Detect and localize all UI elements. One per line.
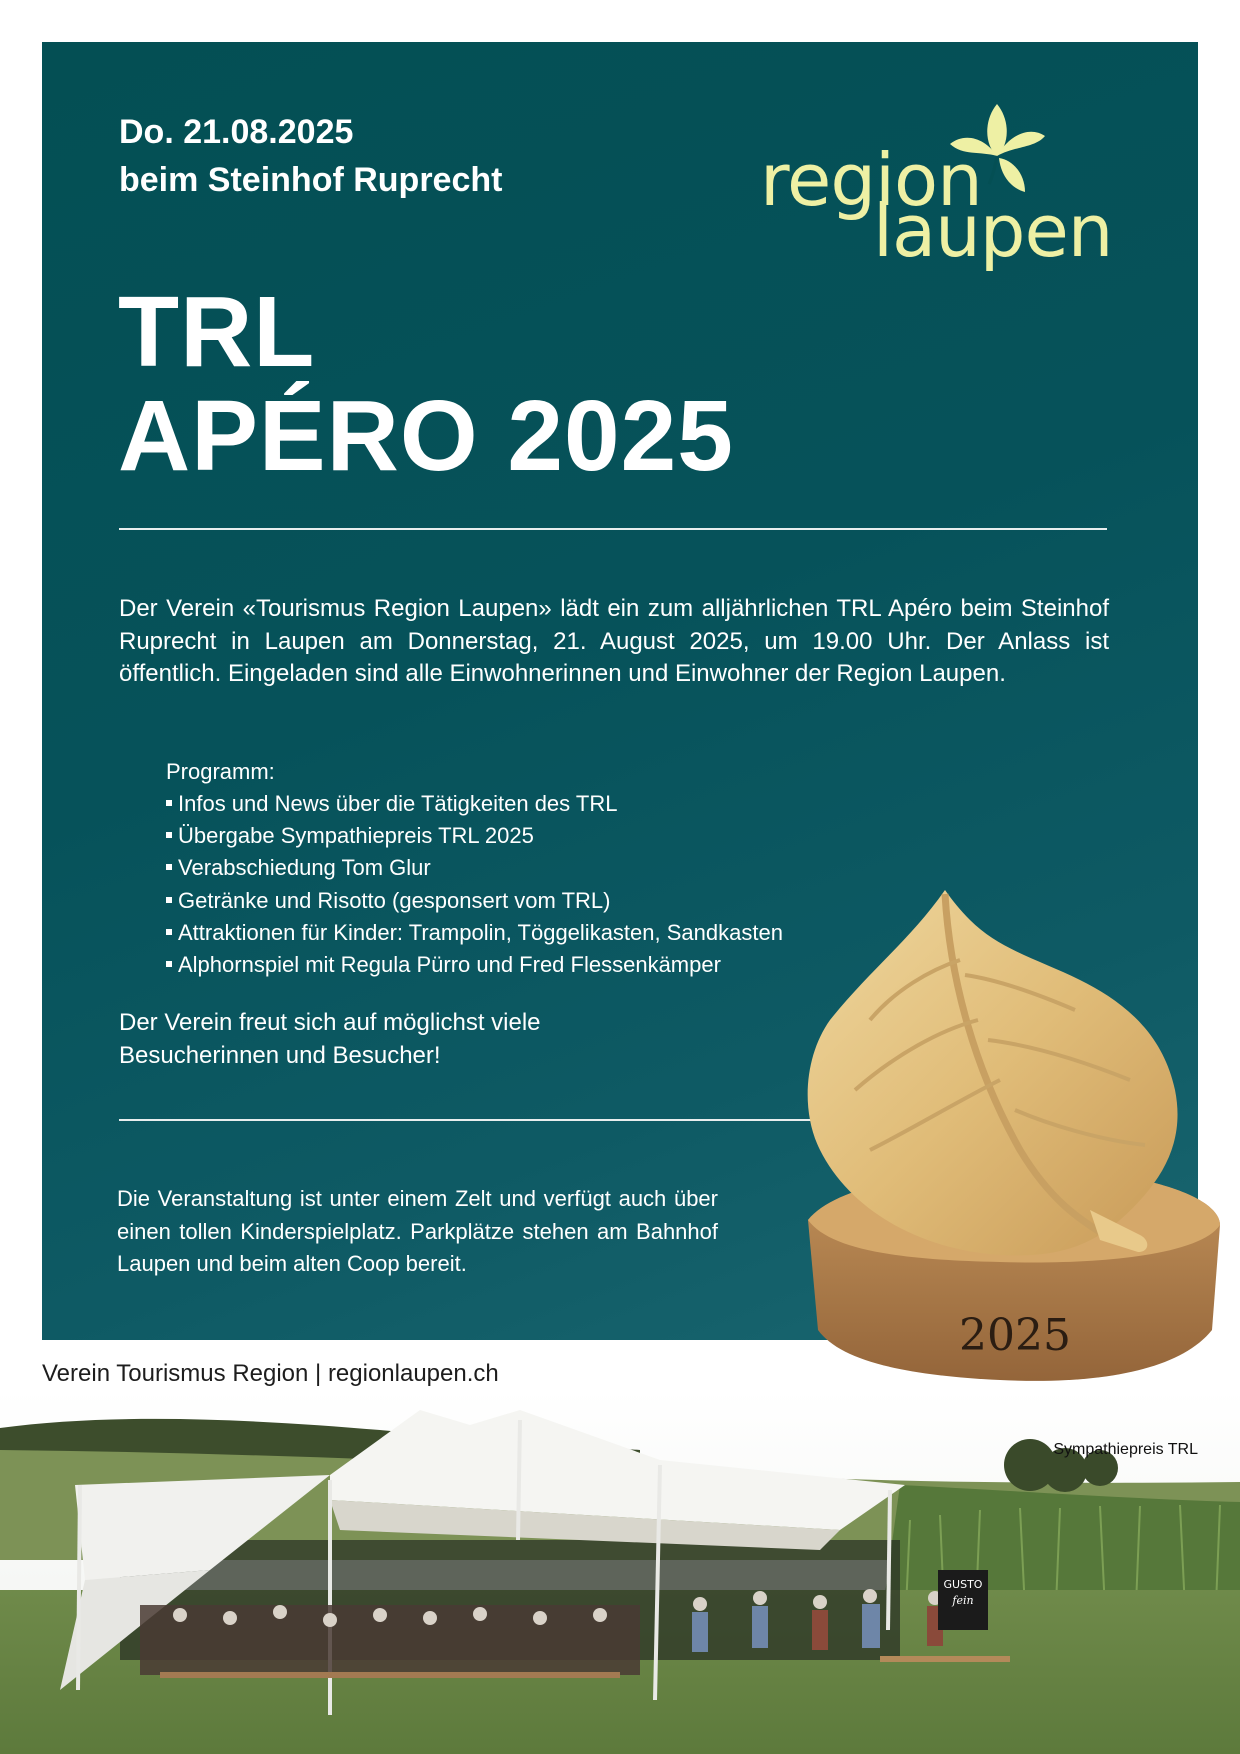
- list-item: Verabschiedung Tom Glur: [166, 852, 783, 884]
- event-date-location: [119, 108, 502, 204]
- logo-word-laupen: laupen: [873, 189, 1113, 273]
- trophy-caption: Sympathiepreis TRL: [1053, 1441, 1198, 1458]
- list-item: Alphornspiel mit Regula Pürro und Fred Flessenkämper: [166, 949, 783, 981]
- svg-text:fein: fein: [952, 1594, 974, 1607]
- bullet-icon: [166, 897, 172, 903]
- title-line-2: APÉRO 2025: [118, 380, 734, 492]
- footer-text: Verein Tourismus Region | regionlaupen.ch: [42, 1360, 499, 1387]
- event-location: beim Steinhof Ruprecht: [119, 161, 503, 199]
- list-item: Attraktionen für Kinder: Trampolin, Töggelikasten, Sandkasten: [166, 917, 783, 949]
- divider-bottom: [119, 1119, 819, 1121]
- program-heading: Programm:: [166, 759, 275, 784]
- page-title: [118, 276, 734, 492]
- event-date: Do. 21.08.2025: [119, 113, 354, 151]
- svg-text:GUSTO: GUSTO: [943, 1578, 983, 1591]
- program-list: [166, 788, 783, 981]
- title-line-1: TRL: [118, 276, 316, 388]
- list-item: Getränke und Risotto (gesponsert vom TRL): [166, 885, 783, 917]
- bullet-icon: [166, 961, 172, 967]
- list-item: Infos und News über die Tätigkeiten des TRL: [166, 788, 783, 820]
- logo-word-region: region: [760, 138, 982, 222]
- venue-note: Die Veranstaltung ist unter einem Zelt und verfügt auch über einen tollen Kinderspielplatz. Parkplätze stehen am Bahnhof Laupen und beim alten Coop bereit.: [117, 1186, 718, 1276]
- gusto-sign: [938, 1570, 988, 1630]
- list-item: Übergabe Sympathiepreis TRL 2025: [166, 820, 783, 852]
- trophy-engraving: 2025: [959, 1310, 1071, 1361]
- region-laupen-logo: [755, 96, 1115, 271]
- divider-top: [119, 528, 1107, 530]
- bullet-icon: [166, 832, 172, 838]
- bullet-icon: [166, 800, 172, 806]
- closing-message: Der Verein freut sich auf möglichst viele Besucherinnen und Besucher!: [119, 1009, 541, 1069]
- bullet-icon: [166, 929, 172, 935]
- bullet-icon: [166, 864, 172, 870]
- leaf-icon: [808, 890, 1178, 1255]
- intro-paragraph: Der Verein «Tourismus Region Laupen» lädt ein zum alljährlichen TRL Apéro beim Steinhof Ruprecht in Laupen am Donnerstag, 21. August 2025, um 19.00 Uhr. Der Anlass ist öffentlich. Eingeladen sind alle Einwohnerinnen und Einwohner der Region Laupen.: [119, 595, 1109, 687]
- trophy-image: [800, 880, 1240, 1440]
